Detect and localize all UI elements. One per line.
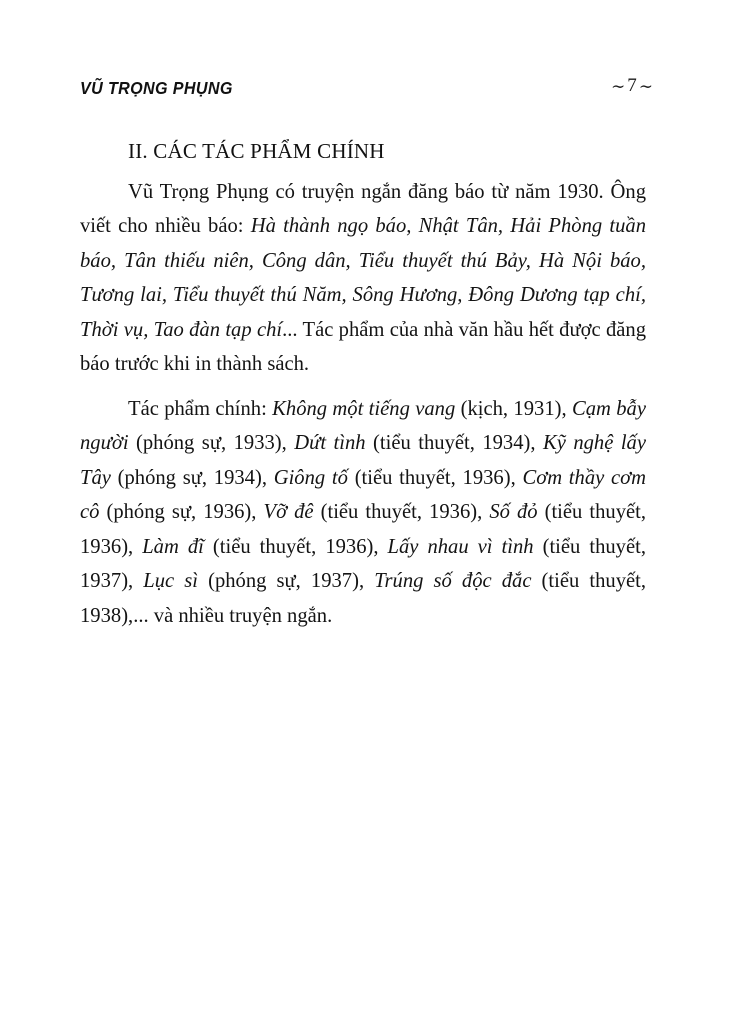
work-separator: , xyxy=(358,570,375,593)
work-title: Lấy nhau vì tình xyxy=(387,535,534,558)
work-meta: (tiểu thuyết, 1936) xyxy=(347,466,511,489)
work-title: Lục sì xyxy=(143,570,198,593)
work-separator: , xyxy=(373,535,388,558)
work-separator: , xyxy=(261,466,274,489)
work-separator: , xyxy=(128,535,143,558)
work-title: Giông tố xyxy=(273,466,348,489)
works-tail: ,... và nhiều truyện ngắn. xyxy=(128,604,333,627)
work-meta: (tiểu thuyết, 1936) xyxy=(80,501,646,558)
work-meta: (phóng sự, 1934) xyxy=(110,466,262,489)
work-meta: (phóng sự, 1937) xyxy=(198,570,359,593)
work-meta: (tiểu thuyết, 1936) xyxy=(313,501,478,524)
body-run-2: ... Tác phẩm của nhà văn hầu hết được đăng báo trước khi in thành sách. xyxy=(80,318,647,376)
work-separator: , xyxy=(530,432,543,455)
work-separator: , xyxy=(561,397,572,420)
work-title: Số đỏ xyxy=(489,501,538,524)
work-meta: (tiểu thuyết, 1938) xyxy=(80,570,646,627)
work-meta: (phóng sự, 1933) xyxy=(128,432,282,455)
works-lead-in: Tác phẩm chính: xyxy=(128,397,273,420)
running-head xyxy=(80,75,653,104)
work-title: Làm đĩ xyxy=(142,535,204,558)
running-head-author: VŨ TRỌNG PHỤNG xyxy=(80,78,233,98)
page-folio xyxy=(611,76,653,95)
work-title: Cơm thầy cơm cô xyxy=(80,466,646,524)
work-meta: (tiểu thuyết, 1934) xyxy=(365,432,531,455)
page-textblock xyxy=(80,138,646,633)
work-separator: , xyxy=(477,501,490,524)
work-title: Trúng số độc đắc xyxy=(374,570,532,593)
work-separator: , xyxy=(510,466,523,489)
folio-ornament-left-icon: ∼ xyxy=(611,77,626,96)
work-title: Kỹ nghệ lấy Tây xyxy=(80,432,646,489)
page-number: 7 xyxy=(627,75,637,96)
folio-ornament-right-icon: ∼ xyxy=(638,77,653,96)
work-separator: , xyxy=(128,570,144,593)
paragraph-main-works xyxy=(80,392,646,634)
work-separator: , xyxy=(251,501,264,524)
section-heading: II. CÁC TÁC PHẨM CHÍNH xyxy=(128,139,385,163)
work-separator: , xyxy=(281,432,295,455)
work-meta: (kịch, 1931) xyxy=(455,397,562,420)
work-title: Dứt tình xyxy=(294,432,366,455)
work-meta: (tiểu thuyết, 1937) xyxy=(80,535,646,593)
work-title: Vỡ đê xyxy=(263,501,314,524)
work-title: Không một tiếng vang xyxy=(272,397,456,420)
paragraph-publications xyxy=(80,175,646,382)
periodical-list: Hà thành ngọ báo, Nhật Tân, Hải Phòng tuần báo, Tân thiếu niên, Công dân, Tiểu thuyết thú Bảy, Hà Nội báo, Tương lai, Tiểu thuyết thú Năm, Sông Hương, Đông Dương tạp chí, Thời vụ, Tao đàn tạp chí xyxy=(80,215,647,341)
work-meta: (tiểu thuyết, 1936) xyxy=(203,535,374,558)
body-run-0: Vũ Trọng Phụng có truyện ngắn đăng báo từ năm 1930. Ông viết cho nhiều báo: xyxy=(80,180,646,238)
work-meta: (phóng sự, 1936) xyxy=(99,501,252,524)
work-title: Cạm bẫy người xyxy=(80,397,646,455)
